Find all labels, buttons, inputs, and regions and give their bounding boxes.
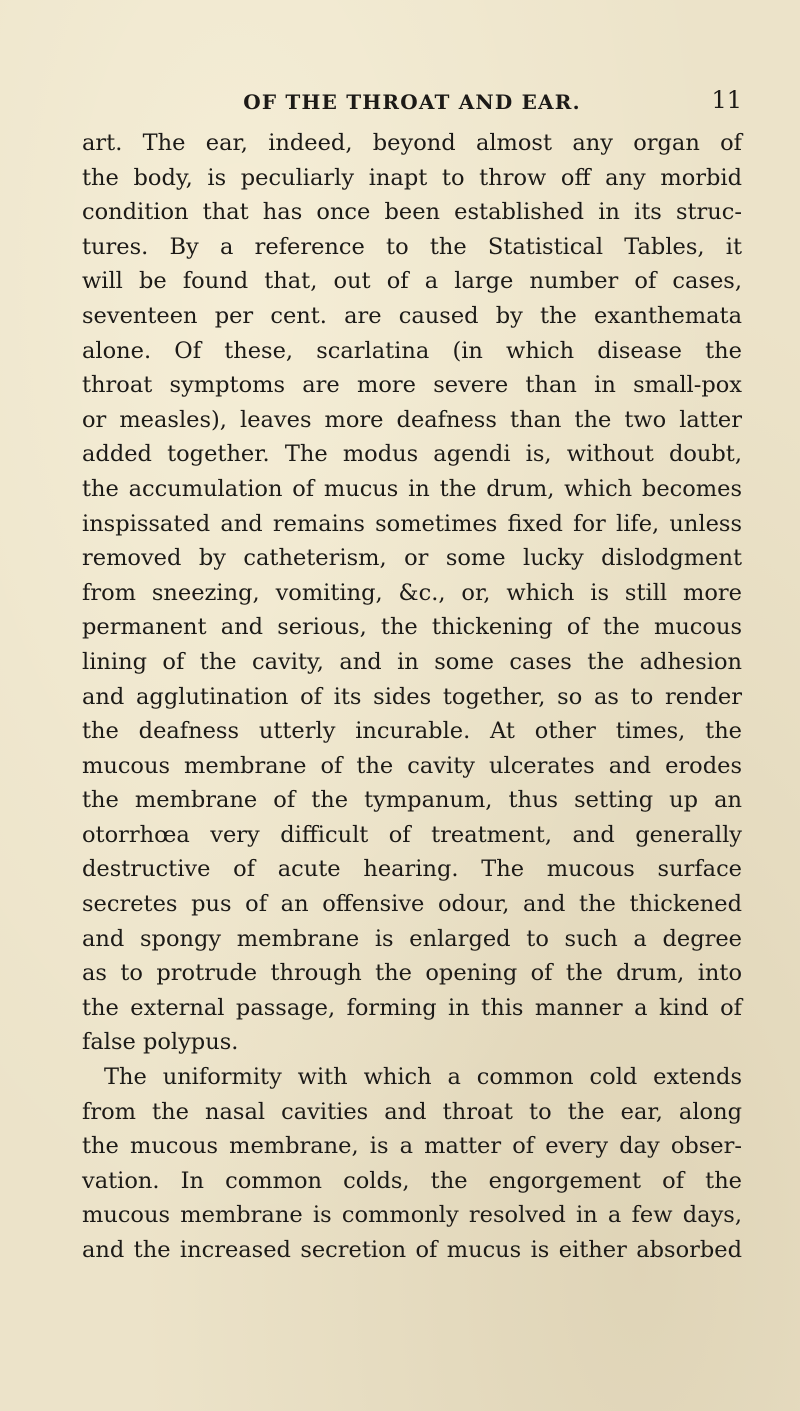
text-line: the body, is peculiarly inapt to throw off any morbid: [82, 164, 742, 191]
text-line: from the nasal cavities and throat to the ear, along: [82, 1098, 742, 1125]
text-line: tures. By a reference to the Statistical Tables, it: [82, 233, 742, 260]
text-line: the deafness utterly incurable. At other times, the: [82, 718, 742, 745]
text-line: otorrhœa very difficult of treatment, and generally: [82, 821, 742, 848]
paragraph-end-line: false polypus.: [82, 1029, 239, 1056]
text-line: from sneezing, vomiting, &c., or, which is still more: [82, 579, 742, 606]
text-line: or measles), leaves more deafness than the two latter: [82, 406, 742, 433]
text-line: removed by catheterism, or some lucky dislodgment: [82, 545, 742, 572]
text-line: and agglutination of its sides together, so as to render: [82, 683, 742, 710]
body-text: [82, 126, 742, 1268]
text-line: alone. Of these, scarlatina (in which disease the: [82, 337, 742, 364]
text-line: and spongy membrane is enlarged to such a degree: [82, 925, 742, 952]
text-line: vation. In common colds, the engorgement of the: [82, 1167, 742, 1194]
paragraph-start-line: The uniformity with which a common cold extends: [104, 1064, 742, 1091]
text-line: destructive of acute hearing. The mucous surface: [82, 856, 742, 883]
running-head-title: OF THE THROAT AND EAR.: [243, 90, 581, 114]
text-line: the mucous membrane, is a matter of every day obser-: [82, 1133, 742, 1160]
text-line: the accumulation of mucus in the drum, which becomes: [82, 475, 742, 502]
text-line: as to protrude through the opening of the drum, into: [82, 960, 742, 987]
text-line: the membrane of the tympanum, thus setting up an: [82, 787, 742, 814]
text-line: inspissated and remains sometimes fixed for life, unless: [82, 510, 742, 537]
text-line: the external passage, forming in this manner a kind of: [82, 994, 742, 1021]
text-line: throat symptoms are more severe than in small-pox: [82, 372, 742, 399]
text-line: mucous membrane is commonly resolved in a few days,: [82, 1202, 742, 1229]
text-line: will be found that, out of a large number of cases,: [82, 268, 742, 295]
text-line: seventeen per cent. are caused by the exanthemata: [82, 302, 742, 329]
book-page: [82, 86, 742, 1268]
text-line: lining of the cavity, and in some cases the adhesion: [82, 648, 742, 675]
running-head: [82, 86, 742, 124]
text-line: and the increased secretion of mucus is either absorbed: [82, 1237, 742, 1263]
text-line: added together. The modus agendi is, without doubt,: [82, 441, 742, 468]
text-line: art. The ear, indeed, beyond almost any organ of: [82, 130, 742, 156]
page-number: 11: [711, 86, 742, 114]
text-line: condition that has once been established in its struc-: [82, 199, 742, 226]
text-line: permanent and serious, the thickening of the mucous: [82, 614, 742, 641]
text-line: secretes pus of an offensive odour, and the thickened: [82, 891, 742, 918]
text-line: mucous membrane of the cavity ulcerates and erodes: [82, 752, 742, 779]
